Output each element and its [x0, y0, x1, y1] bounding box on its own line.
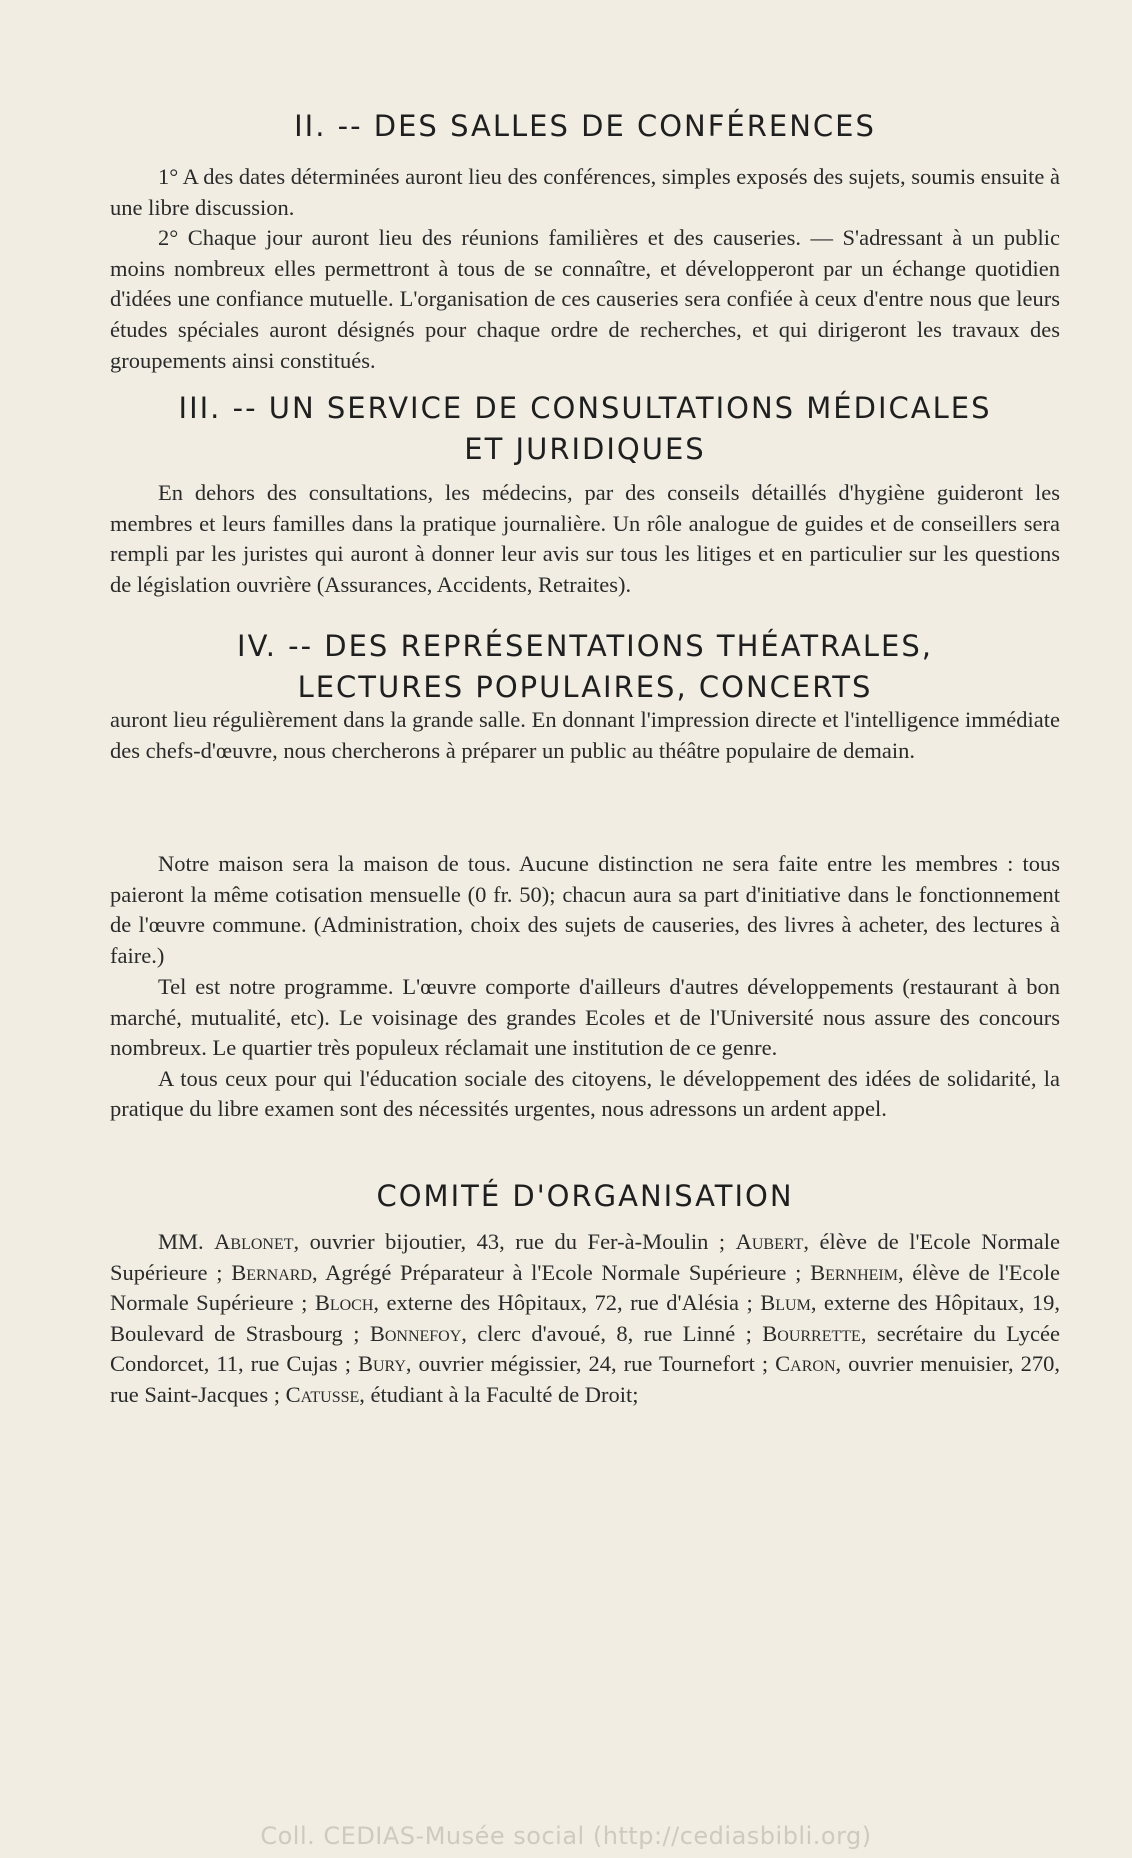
member-description: , externe des Hôpitaux, 19, Boulevard de Strasbourg ; — [110, 1290, 1061, 1346]
member-description: , ouvrier bijoutier, 43, rue du Fer-à-Moulin ; — [293, 1229, 736, 1254]
member-description: , élève de l'Ecole Normale Supérieure ; — [110, 1229, 1060, 1285]
heading-line: IV. -- DES REPRÉSENTATIONS THÉATRALES, — [237, 629, 933, 663]
member-name: Ablonet — [214, 1229, 294, 1254]
committee-members — [110, 1227, 1060, 1411]
committee-heading: COMITÉ D'ORGANISATION — [376, 1179, 794, 1213]
section-body-consultations — [110, 478, 1060, 600]
section-body-salles — [110, 162, 1060, 376]
member-description: , élève de l'Ecole Normale Supérieure ; — [110, 1259, 1060, 1316]
paragraph: En dehors des consultations, les médecins, par des conseils détaillés d'hygiène guideront les membres et leurs familles dans la pratique journalière. Un rôle analogue de guides et de conseillers sera rempli par les juristes qui auront à donner leur avis sur tous les litiges et en particulier sur les questions de législation ouvrière (Assurances, Accidents, Retraites). — [110, 480, 1060, 597]
section-heading-representations — [110, 626, 1060, 708]
member-description: , clerc d'avoué, 8, rue Linné ; — [461, 1320, 763, 1346]
member-name: Bloch — [314, 1290, 374, 1316]
closing-text — [110, 849, 1060, 971]
member-description: , ouvrier menuisier, 270, rue Saint-Jacques ; — [110, 1351, 1060, 1407]
member-description: , étudiant à la Faculté de Droit; — [359, 1381, 639, 1407]
member-name: Bernheim — [810, 1259, 898, 1285]
member-description: , secrétaire du Lycée Condorcet, 11, rue Cujas ; — [110, 1320, 1060, 1377]
section-body-representations — [110, 705, 1060, 766]
section-heading-consultations — [110, 388, 1060, 470]
paragraph: Notre maison sera la maison de tous. Aucune distinction ne sera faite entre les membres : tous paieront la même cotisation mensuelle (0 fr. 50); chacun aura sa part d'initiative dans le fonctionnement de l'œuvre commune. (Administration, choix des sujets de causeries, des livres à acheter, des lectures à faire.) — [110, 851, 1060, 968]
paragraph: 2° Chaque jour auront lieu des réunions familières et des causeries. — S'adressant à un public moins nombreux elles permettront à tous de se connaître, et développeront par un échange quotidien d'idées une confiance mutuelle. L'organisation de ces causeries sera confiée à ceux d'entre nous que leurs études spéciales auront désignés pour chaque ordre de recherches, et qui dirigeront les travaux des groupements ainsi constitués. — [110, 225, 1060, 373]
section-heading-salles: II. -- DES SALLES DE CONFÉRENCES — [294, 109, 876, 143]
paragraph: A tous ceux pour qui l'éducation sociale des citoyens, le développement des idées de solidarité, la pratique du libre examen sont des nécessités urgentes, nous adressons un ardent appel. — [110, 1065, 1060, 1122]
member-name: Aubert — [735, 1229, 804, 1254]
heading-line: ET JURIDIQUES — [464, 432, 706, 466]
member-name: Bury — [357, 1351, 406, 1377]
member-name: Blum — [760, 1290, 811, 1316]
closing-text — [110, 972, 1060, 1125]
paragraph: 1° A des dates déterminées auront lieu des conférences, simples exposés des sujets, soumis ensuite à une libre discussion. — [110, 164, 1060, 220]
member-description: , ouvrier mégissier, 24, rue Tournefort ; — [405, 1351, 776, 1377]
member-description: , Agrégé Préparateur à l'Ecole Normale Supérieure ; — [311, 1259, 811, 1285]
heading-line: III. -- UN SERVICE DE CONSULTATIONS MÉDICALES — [178, 391, 992, 425]
member-name: Bonnefoy — [369, 1320, 462, 1346]
committee-intro: MM. — [158, 1229, 204, 1254]
paragraph: auront lieu régulièrement dans la grande salle. En donnant l'impression directe et l'intelligence immédiate des chefs-d'œuvre, nous chercherons à préparer un public au théâtre populaire de demain. — [110, 707, 1060, 763]
member-name: Catusse — [285, 1381, 360, 1407]
member-name: Bernard — [231, 1259, 312, 1285]
collection-watermark: Coll. CEDIAS-Musée social (http://cediasbibli.org) — [260, 1822, 872, 1850]
member-description: , externe des Hôpitaux, 72, rue d'Alésia ; — [373, 1290, 761, 1316]
heading-line: LECTURES POPULAIRES, CONCERTS — [297, 670, 873, 704]
member-name: Caron — [775, 1351, 836, 1377]
committee-list — [110, 1227, 1060, 1411]
member-name: Bourrette — [762, 1320, 861, 1346]
paragraph: Tel est notre programme. L'œuvre comporte d'ailleurs d'autres développements (restaurant à bon marché, mutualité, etc). Le voisinage des grandes Ecoles et de l'Université nous assure des concours nombreux. Le quartier très populeux réclamait une institution de ce genre. — [110, 974, 1060, 1061]
